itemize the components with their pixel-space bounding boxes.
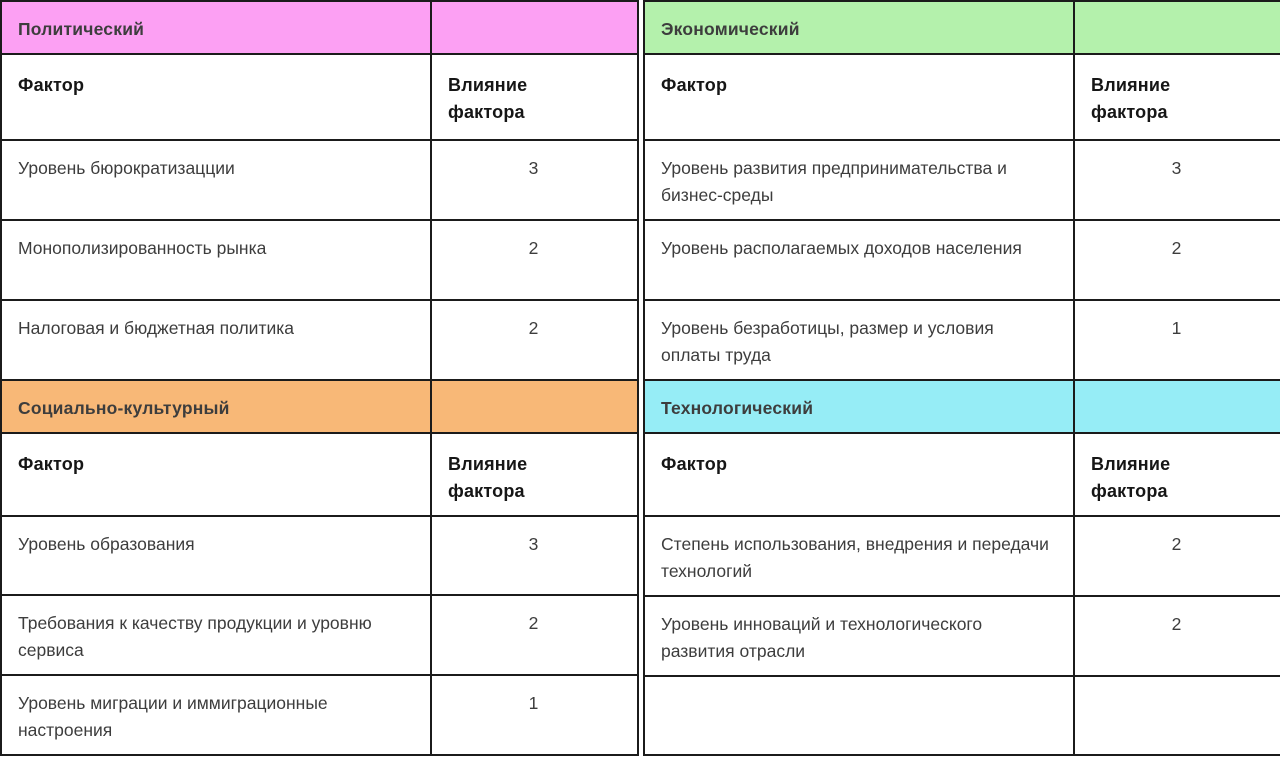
- factor-cell: Уровень располагаемых доходов населения: [644, 220, 1074, 300]
- table-row: [1, 595, 638, 675]
- factor-column-header: Фактор: [644, 54, 1074, 140]
- table-row: [644, 300, 1280, 380]
- influence-cell: 2: [1074, 596, 1280, 676]
- influence-cell: 3: [1074, 140, 1280, 220]
- factor-cell: Уровень миграции и иммиграционные настроения: [1, 675, 431, 755]
- factor-column-header: Фактор: [644, 433, 1074, 516]
- column-header-row: [1, 433, 638, 516]
- column-header-row: [1, 54, 638, 140]
- factor-cell: Налоговая и бюджетная политика: [1, 300, 431, 380]
- category-row: [644, 380, 1280, 433]
- category-header-economic-spacer: [1074, 1, 1280, 54]
- influence-column-header: [431, 433, 638, 516]
- category-row: [644, 1, 1280, 54]
- factor-cell: Монополизированность рынка: [1, 220, 431, 300]
- quadrant-economic: [643, 0, 1280, 381]
- factor-cell: Уровень бюрократизацции: [1, 140, 431, 220]
- influence-cell: 3: [431, 516, 638, 595]
- influence-cell: 2: [1074, 516, 1280, 596]
- pest-right-column: [643, 0, 1280, 756]
- table-row: [644, 220, 1280, 300]
- table-row: [644, 676, 1280, 755]
- table-row: [1, 300, 638, 380]
- table-row: [644, 140, 1280, 220]
- influence-cell: 2: [431, 595, 638, 675]
- factor-cell-empty: [644, 676, 1074, 755]
- table-row: [644, 516, 1280, 596]
- factor-column-header: Фактор: [1, 54, 431, 140]
- factor-cell: Уровень развития предпринимательства и бизнес-среды: [644, 140, 1074, 220]
- column-header-row: [644, 54, 1280, 140]
- influence-column-header-label: Влияние фактора: [448, 75, 528, 122]
- influence-column-header: [431, 54, 638, 140]
- factor-column-header: Фактор: [1, 433, 431, 516]
- table-row: [1, 220, 638, 300]
- quadrant-technological: [643, 379, 1280, 756]
- table-row: [1, 675, 638, 755]
- influence-column-header-label: Влияние фактора: [1091, 454, 1171, 501]
- category-row: [1, 380, 638, 433]
- influence-cell-empty: [1074, 676, 1280, 755]
- pest-left-column: [0, 0, 637, 756]
- influence-cell: 2: [431, 300, 638, 380]
- factor-cell: Степень использования, внедрения и передачи технологий: [644, 516, 1074, 596]
- influence-cell: 3: [431, 140, 638, 220]
- category-header-political-spacer: [431, 1, 638, 54]
- quadrant-political: [0, 0, 639, 381]
- column-header-row: [644, 433, 1280, 516]
- category-header-technological: Технологический: [644, 380, 1074, 433]
- category-header-social: Социально-культурный: [1, 380, 431, 433]
- factor-cell: Уровень образования: [1, 516, 431, 595]
- influence-column-header: [1074, 433, 1280, 516]
- influence-cell: 1: [431, 675, 638, 755]
- factor-cell: Уровень инноваций и технологического развития отрасли: [644, 596, 1074, 676]
- factor-cell: Требования к качеству продукции и уровню сервиса: [1, 595, 431, 675]
- influence-cell: 2: [431, 220, 638, 300]
- category-header-social-spacer: [431, 380, 638, 433]
- category-header-political: Политический: [1, 1, 431, 54]
- factor-cell: Уровень безработицы, размер и условия оплаты труда: [644, 300, 1074, 380]
- category-row: [1, 1, 638, 54]
- influence-cell: 2: [1074, 220, 1280, 300]
- influence-cell: 1: [1074, 300, 1280, 380]
- category-header-technological-spacer: [1074, 380, 1280, 433]
- table-row: [1, 516, 638, 595]
- table-row: [1, 140, 638, 220]
- category-header-economic: Экономический: [644, 1, 1074, 54]
- influence-column-header-label: Влияние фактора: [1091, 75, 1171, 122]
- influence-column-header-label: Влияние фактора: [448, 454, 528, 501]
- quadrant-social: [0, 379, 639, 756]
- influence-column-header: [1074, 54, 1280, 140]
- table-row: [644, 596, 1280, 676]
